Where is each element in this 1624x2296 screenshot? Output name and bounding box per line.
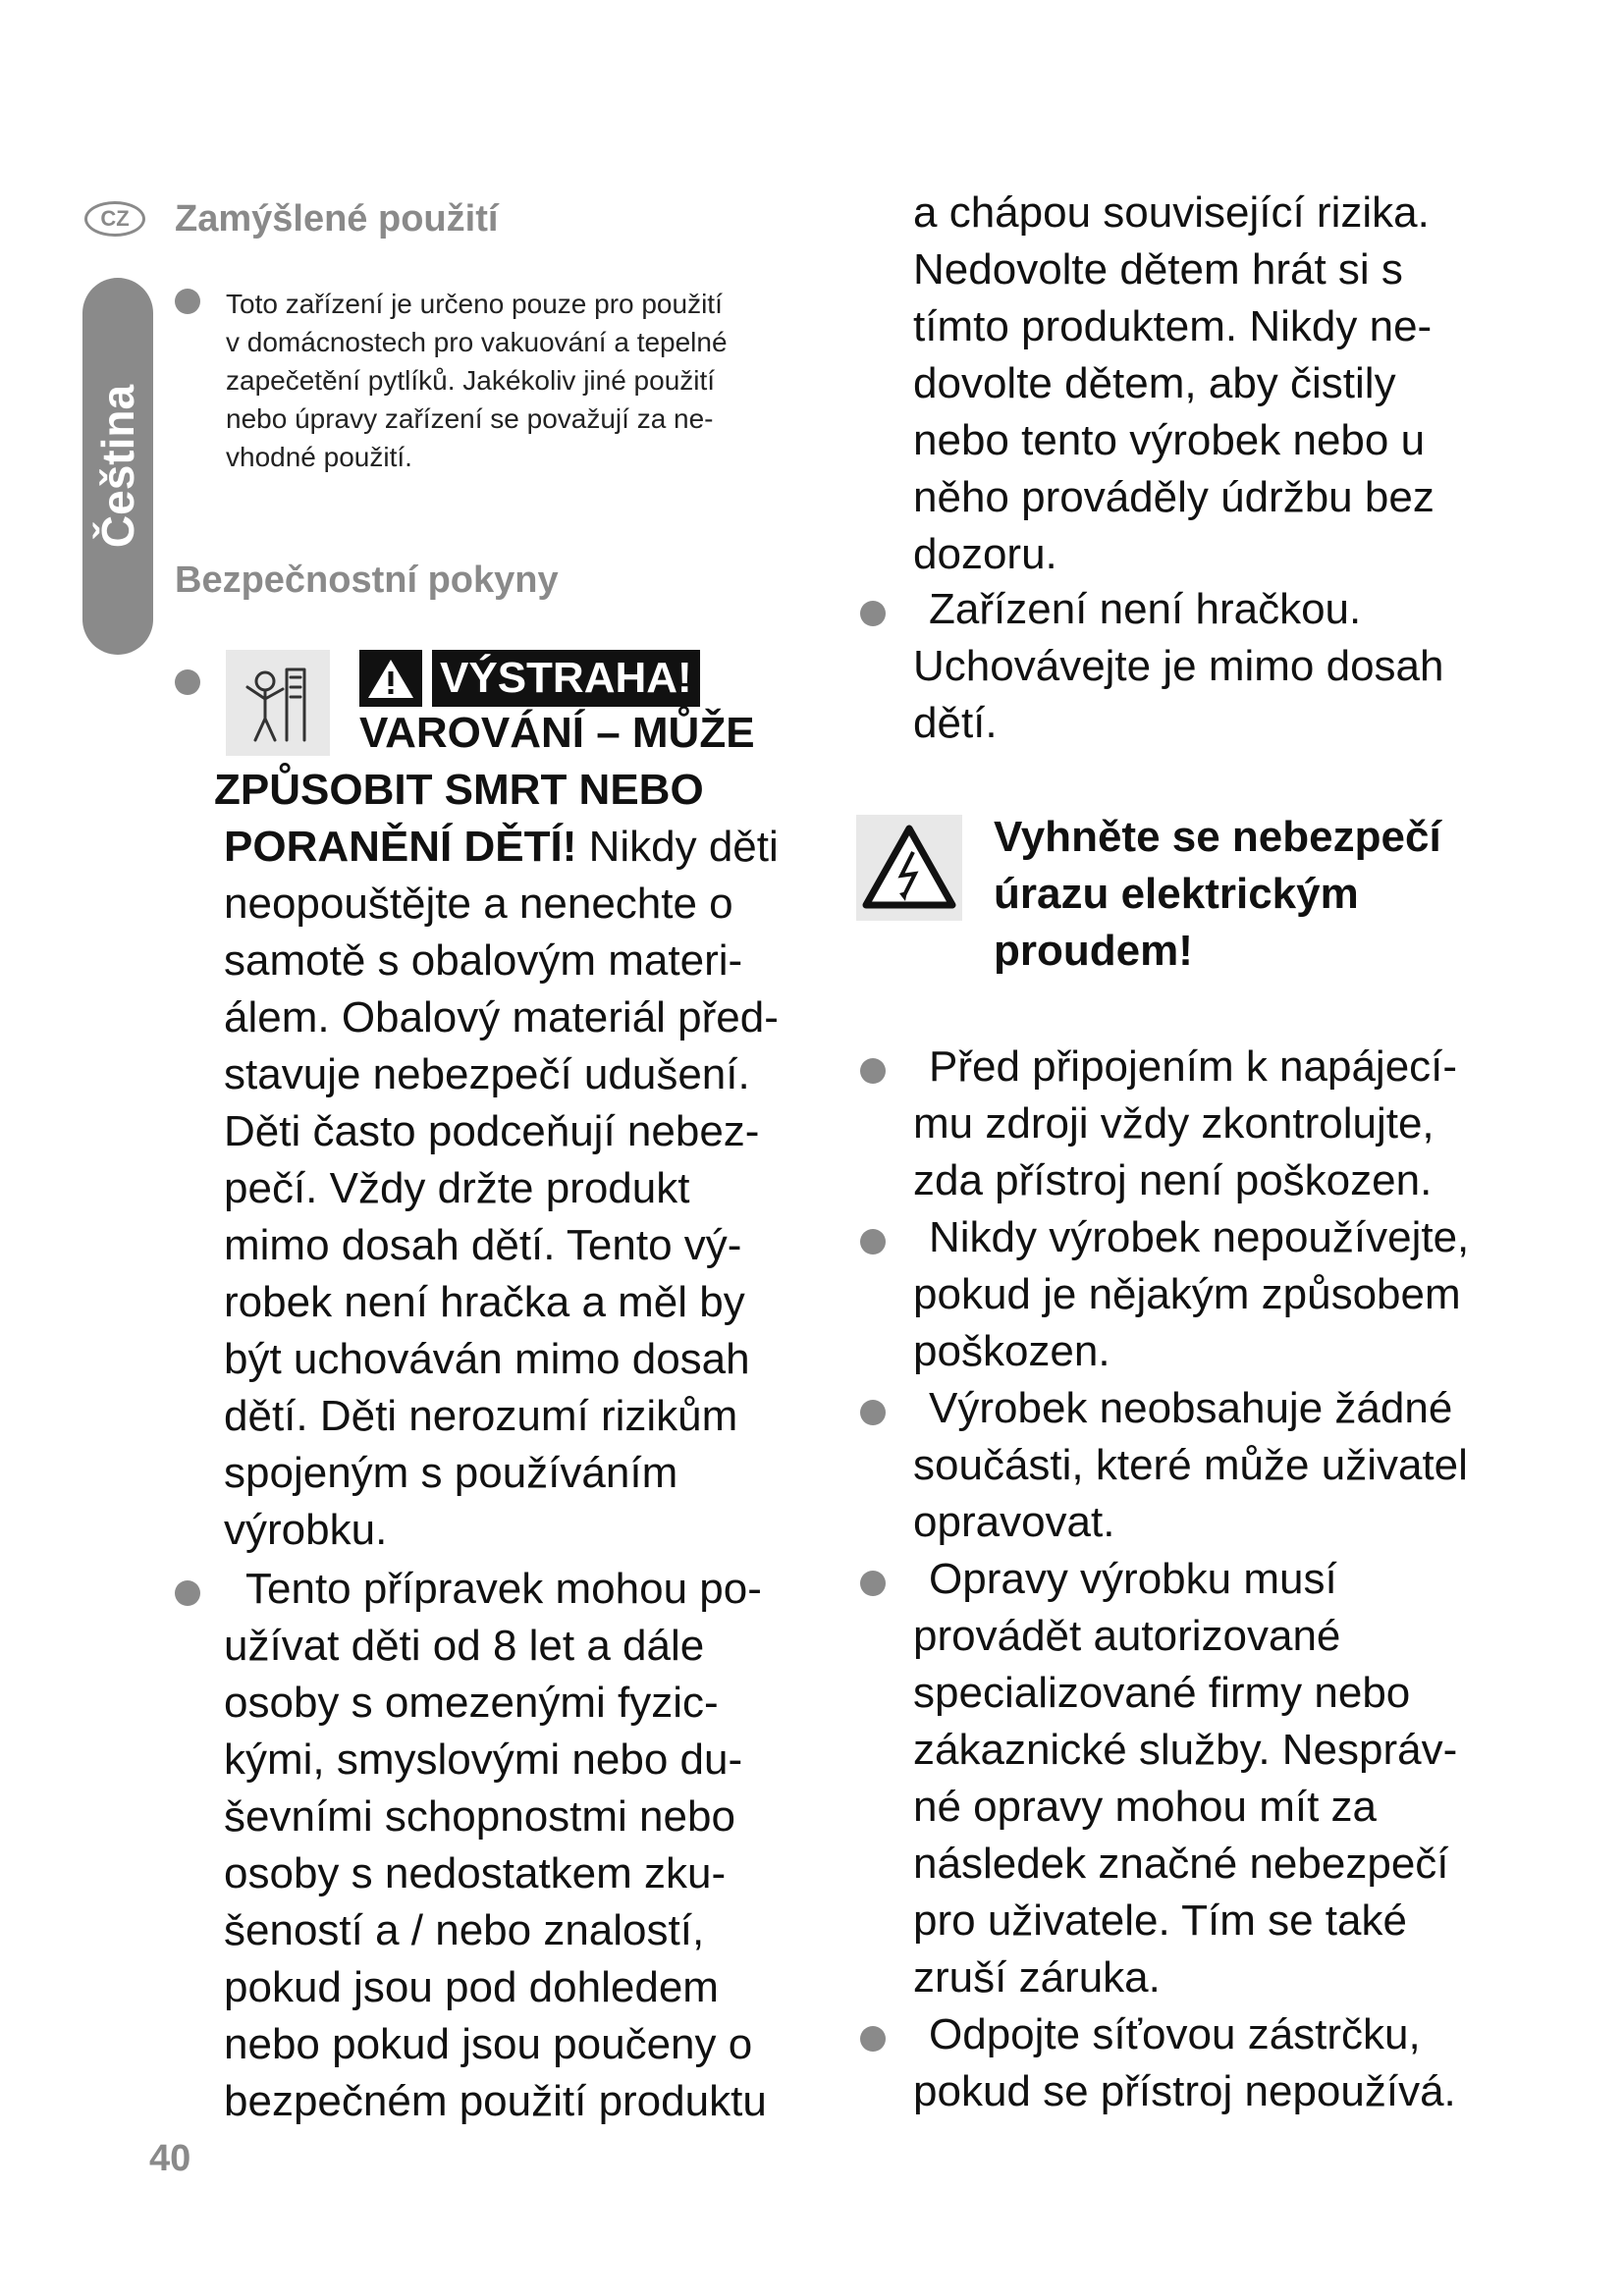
page-number: 40 — [149, 2138, 191, 2179]
children-body: užívat děti od 8 let a dále osoby s omezenými fyzic- kými, smyslovými nebo du- ševními schopnostmi nebo osoby s nedostatkem zku- šeností a / nebo znalostí, pokud jsou pod dohledem nebo pokud jsou poučeny o bezpečném použití produktu — [224, 1622, 767, 2125]
children-first-line: Tento přípravek mohou po- — [245, 1565, 762, 1613]
intended-use-text: Toto zařízení je určeno pouze pro použití v domácnostech pro vakuování a tepelné zapečetění pytlíků. Jakékoliv jiné použití nebo úpravy zařízení se považují za ne- vhodné použití. — [226, 289, 728, 472]
safety-heading: Bezpečnostní pokyny — [175, 560, 559, 601]
item-first-line: Odpojte síťovou zástrčku, — [929, 2010, 1421, 2058]
warning-line-2: ZPŮSOBIT SMRT NEBO — [214, 766, 704, 814]
country-code-badge: CZ — [84, 201, 145, 237]
warning-line-1: VAROVÁNÍ – MŮŽE — [359, 709, 755, 757]
warning-emphasis: PORANĚNÍ DĚTÍ! — [224, 823, 577, 871]
warning-rest: Nikdy děti — [576, 823, 779, 871]
item-body: pokud je nějakým způsobem poškozen. — [913, 1270, 1461, 1375]
bullet-icon — [175, 289, 200, 314]
item-first-line: Výrobek neobsahuje žádné — [929, 1384, 1453, 1432]
warning-triangle-icon — [359, 650, 422, 707]
electric-heading: Vyhněte se nebezpečí úrazu elektrickým proudem! — [994, 813, 1441, 975]
language-label: Čeština — [92, 384, 143, 549]
language-tab — [82, 278, 153, 655]
child-figure-icon — [226, 650, 330, 756]
item-body: pokud se přístroj nepoužívá. — [913, 2067, 1456, 2115]
bullet-icon — [860, 1229, 886, 1255]
bullet-icon — [175, 669, 200, 695]
item-first-line: Před připojením k napájecí- — [929, 1042, 1458, 1091]
electric-shock-warning-icon — [856, 815, 962, 921]
intended-use-heading: Zamýšlené použití — [175, 198, 499, 240]
item-first-line: Opravy výrobku musí — [929, 1555, 1337, 1603]
toy-first-line: Zařízení není hračkou. — [929, 585, 1362, 633]
item-first-line: Nikdy výrobek nepoužívejte, — [929, 1213, 1470, 1261]
item-body: provádět autorizované specializované firmy nebo zákaznické služby. Nespráv- né opravy mohou mít za následek značné nebezpečí pro uživatele. Tím se také zruší záruka. — [913, 1612, 1458, 2002]
bullet-icon — [860, 2026, 886, 2052]
item-body: součásti, které může uživatel opravovat. — [913, 1441, 1468, 1546]
bullet-icon — [175, 1580, 200, 1606]
warning-body: neopouštějte a nenechte o samotě s obalovým materi- álem. Obalový materiál před- stavuje nebezpečí udušení. Děti často podceňují nebez- pečí. Vždy držte produkt mimo dosah dětí. Tento vý- robek není hračka a měl by být uchováván mimo dosah dětí. Děti nerozumí rizikům spojeným s používáním výrobku. — [224, 880, 779, 1554]
continuation-text: a chápou související rizika. Nedovolte dětem hrát si s tímto produktem. Nikdy ne- dovolte dětem, aby čistily nebo tento výrobek nebo u něho prováděly údržbu bez dozoru. — [913, 188, 1435, 578]
item-body: mu zdroji vždy zkontrolujte, zda přístroj není poškozen. — [913, 1099, 1435, 1204]
warning-line-3 — [224, 819, 779, 876]
bullet-icon — [860, 1400, 886, 1425]
bullet-icon — [860, 601, 886, 626]
warning-badge: VÝSTRAHA! — [432, 650, 700, 707]
bullet-icon — [860, 1058, 886, 1084]
bullet-icon — [860, 1571, 886, 1596]
child-warning-pictogram — [226, 650, 330, 756]
toy-body: Uchovávejte je mimo dosah dětí. — [913, 642, 1444, 747]
